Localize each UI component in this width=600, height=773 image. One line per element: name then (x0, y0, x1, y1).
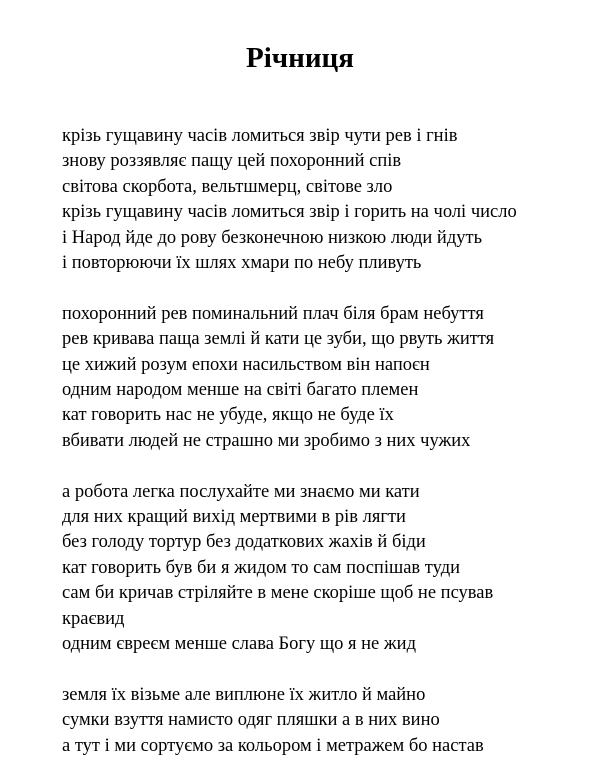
poem-line: одним народом менше на світі багато племен (62, 380, 419, 401)
poem-line: знову роззявляє пащу цей похоронний спів (62, 151, 402, 172)
poem-line: сумки взуття намисто одяг пляшки а в них вино (62, 710, 440, 731)
poem-line: кат говорить був би я жидом то сам поспішав туди (62, 557, 461, 578)
poem-line: світова скорбота, вельтшмерц, світове зло (62, 176, 393, 197)
stanza-3 (62, 480, 592, 658)
poem-line: і Народ йде до рову безконечною низкою люди йдуть (62, 227, 483, 248)
poem-line: вбивати людей не страшно ми зробимо з них чужих (62, 430, 471, 451)
poem-line: це хижий розум епохи насильством він напоєн (62, 354, 430, 375)
poem-line: і повторюючи їх шлях хмари по небу пливуть (62, 253, 422, 274)
poem-line: рев кривава паща землі й кати це зуби, що рвуть життя (62, 329, 495, 350)
poem-title: Річниця (246, 42, 354, 74)
poem-line: крізь гущавину часів ломиться звір чути рев і гнів (62, 126, 458, 146)
poem-line: кат говорить нас не убуде, якщо не буде їх (62, 405, 394, 426)
poem-line: краєвид (62, 608, 125, 629)
stanza-2 (62, 302, 592, 454)
stanza-1 (62, 124, 592, 276)
poem-line: крізь гущавину часів ломиться звір і горить на чолі число (62, 202, 517, 223)
poem-line: а тут і ми сортуємо за кольором і метражем бо настав (62, 735, 484, 756)
poem-line: а робота легка послухайте ми знаємо ми кати (62, 481, 420, 502)
poem-line: без голоду тортур без додаткових жахів й біди (62, 532, 426, 553)
poem-line: похоронний рев поминальний плач біля брам небуття (62, 303, 484, 324)
poem-line: земля їх візьме але виплюне їх житло й майно (62, 684, 426, 705)
poem-line: одним євреєм менше слава Богу що я не жид (62, 634, 416, 655)
poem-line: сам би кричав стріляйте в мене скоріше щоб не псував (62, 583, 494, 604)
poem-line: для них кращий вихід мертвими в рів лягти (62, 507, 406, 528)
stanza-4 (62, 683, 592, 759)
poem-body (62, 124, 592, 773)
